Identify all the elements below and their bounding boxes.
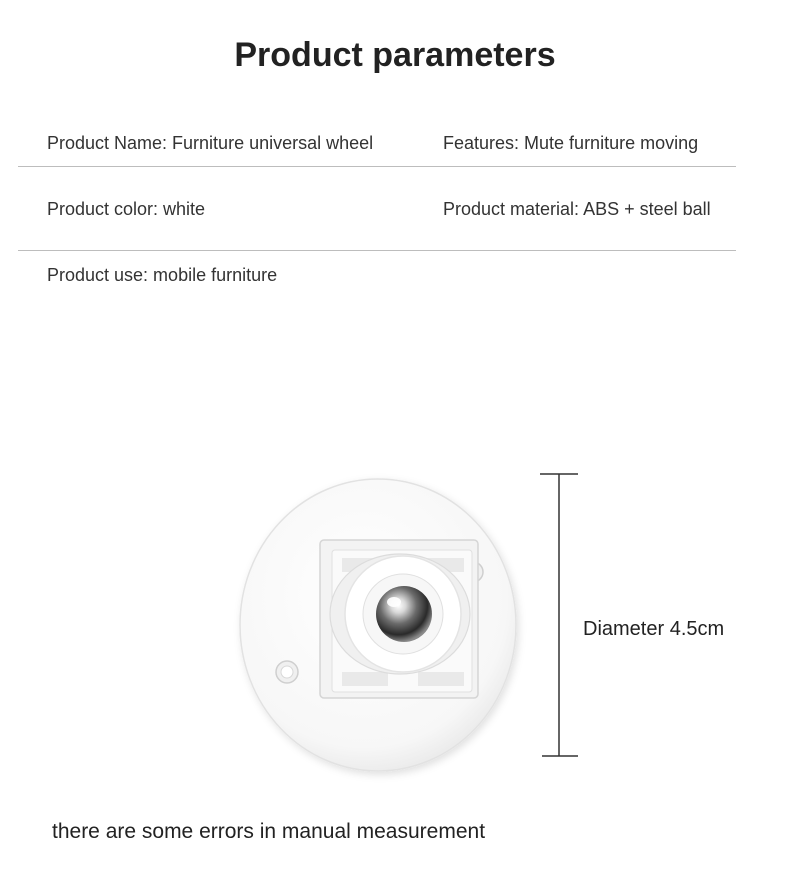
spec-product-color: Product color: white bbox=[47, 199, 206, 219]
dimension-line bbox=[540, 474, 578, 756]
spec-product-use: Product use: mobile furniture bbox=[47, 265, 278, 285]
measurement-note: there are some errors in manual measurement bbox=[52, 820, 486, 843]
steel-ball bbox=[376, 586, 432, 642]
spec-features: Features: Mute furniture moving bbox=[443, 133, 699, 153]
spec-product-name: Product Name: Furniture universal wheel bbox=[47, 133, 374, 153]
screw-hole bbox=[276, 661, 298, 683]
page-title: Product parameters bbox=[234, 36, 556, 74]
spec-product-material: Product material: ABS + steel ball bbox=[443, 199, 711, 219]
diameter-label: Diameter 4.5cm bbox=[583, 618, 725, 640]
